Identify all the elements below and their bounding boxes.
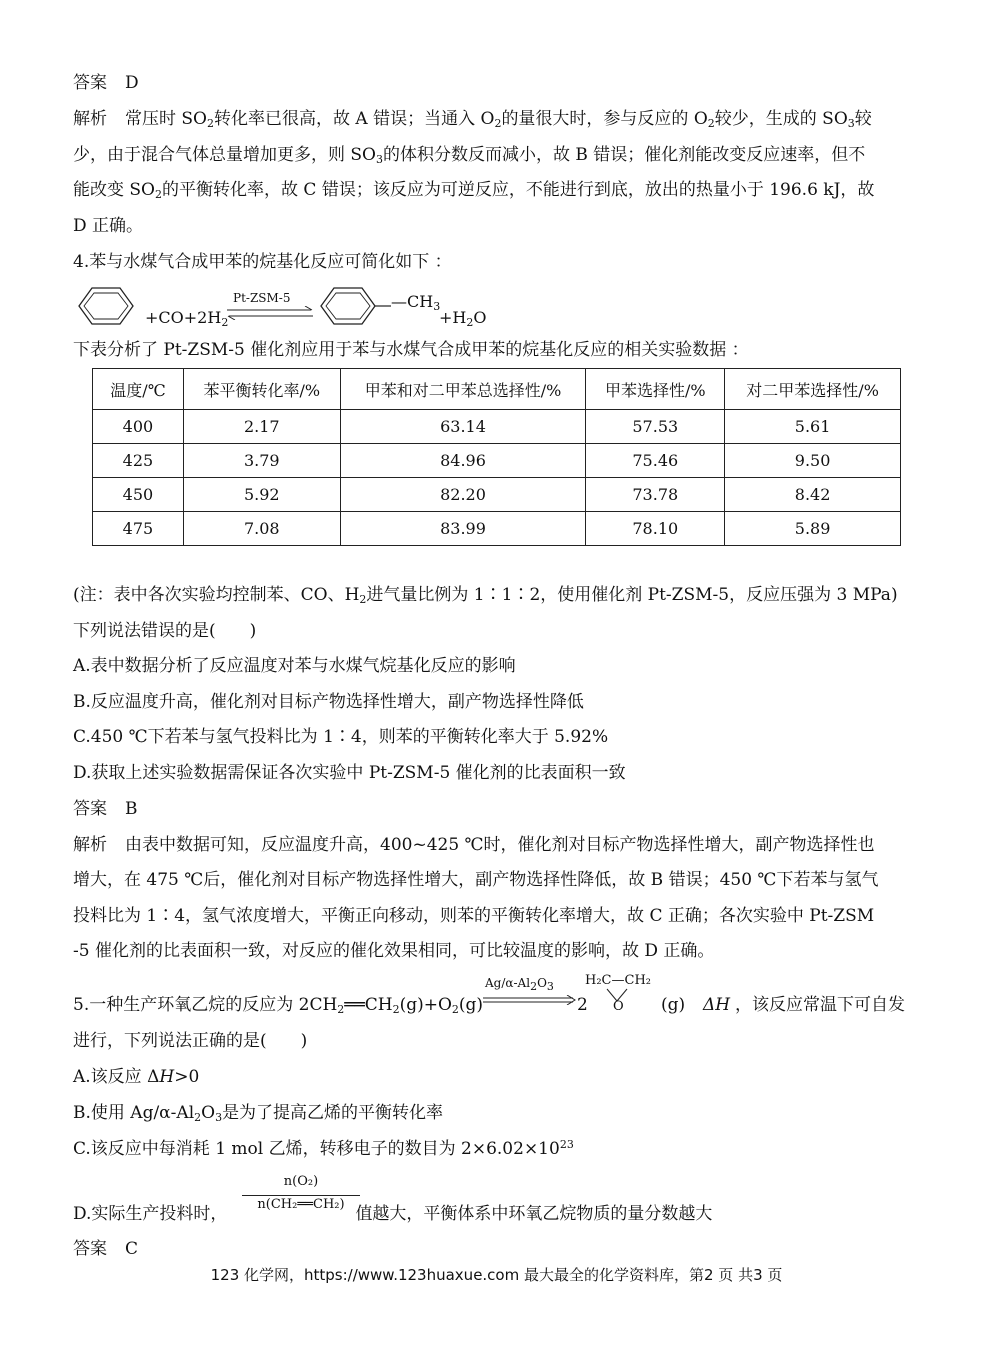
fraction-numerator: n(O₂) — [283, 1174, 319, 1189]
q4-stem: 4.苯与水煤气合成甲苯的烷基化反应可简化如下 ： — [73, 252, 452, 272]
table-cell: 78.10 — [586, 512, 725, 546]
q4-option-c: C.450 ℃下若苯与氢气投料比为 1∶4，则苯的平衡转化率大于 5.92% — [73, 727, 609, 747]
table-cell: 475 — [93, 512, 184, 546]
q5-phase: (g) — [661, 995, 686, 1015]
answer-label: 答案 — [73, 73, 107, 93]
page-footer: 123 化学网，https://www.123huaxue.com 最大最全的化学资料库，第2 页 共3 页 — [210, 1266, 783, 1284]
q5-option-a: A.该反应 ΔH>0 — [73, 1067, 200, 1087]
table-cell: 5.61 — [725, 410, 901, 444]
q3-answer — [73, 65, 923, 101]
table-cell: 450 — [93, 478, 184, 512]
q4-option-a: A.表中数据分析了反应温度对苯与水煤气烷基化反应的影响 — [73, 656, 516, 676]
q5-answer — [73, 1231, 923, 1267]
table-header-row — [93, 369, 901, 410]
answer-value: B — [125, 799, 138, 819]
table-cell: 425 — [93, 444, 184, 478]
q4-analysis-line-2: 增大，在 475 ℃后，催化剂对目标产物选择性增大，副产物选择性降低，故 B 错误；450 ℃下若苯与氢气 — [73, 870, 879, 890]
catalyst-label: Pt-ZSM-5 — [233, 291, 291, 305]
q3-analysis-line-4: D 正确。 — [73, 216, 144, 236]
data-table — [92, 368, 901, 546]
q5-option-d: D.实际生产投料时， 值越大，平衡体系中环氧乙烷物质的量分数越大 — [73, 1204, 713, 1224]
answer-value: D — [125, 73, 139, 93]
table-header-cell: 温度/℃ — [93, 369, 184, 410]
table-cell: 5.92 — [183, 478, 340, 512]
q5-stem-line-2: 进行，下列说法正确的是( ) — [73, 1031, 308, 1051]
table-row — [93, 512, 901, 546]
analysis-label: 解析 — [73, 109, 107, 129]
table-cell: 75.46 — [586, 444, 725, 478]
q4-answer — [73, 791, 923, 827]
table-header-cell: 甲苯和对二甲苯总选择性/% — [340, 369, 586, 410]
reactants-text: $+CO+2H_2$ — [145, 308, 229, 329]
reversible-arrow-icon — [225, 306, 315, 320]
table-cell: 57.53 — [586, 410, 725, 444]
table-cell: 84.96 — [340, 444, 586, 478]
table-cell: 3.79 — [183, 444, 340, 478]
table-cell: 9.50 — [725, 444, 901, 478]
q3-analysis-line-2: 少，由于混合气体总量增加更多，则 $SO_3$的体积分数反而减小，故 B 错误；催化剂能改变反应速率，但不 — [73, 145, 866, 166]
q4-question: 下列说法错误的是( ) — [73, 621, 257, 641]
table-cell: 400 — [93, 410, 184, 444]
q4-analysis-line-3: 投料比为 1∶4，氢气浓度增大，平衡正向移动，则苯的平衡转化率增大，故 C 正确；各次实验中 Pt-ZSM — [73, 906, 875, 926]
table-cell: 63.14 — [340, 410, 586, 444]
q4-option-b: B.反应温度升高，催化剂对目标产物选择性增大，副产物选择性降低 — [73, 692, 584, 712]
fraction-bar — [242, 1195, 360, 1196]
epoxide-top-label: H₂C—CH₂ — [585, 973, 651, 988]
table-cell: 7.08 — [183, 512, 340, 546]
q5-coefficient: 2 — [577, 995, 588, 1015]
q5-delta-h: ΔH — [703, 995, 731, 1015]
table-cell: 82.20 — [340, 478, 586, 512]
table-cell: 73.78 — [586, 478, 725, 512]
table-header-cell: 对二甲苯选择性/% — [725, 369, 901, 410]
analysis-label: 解析 — [73, 835, 107, 855]
q3-analysis-line-3: 能改变 $SO_2$的平衡转化率，故 C 错误；该反应为可逆反应，不能进行到底，放出的热量小于 196.6 kJ，故 — [73, 180, 875, 201]
q5-stem-text: 5.一种生产环氧乙烷的反应为 $2CH_2══CH_2(g)+O_2(g)$ — [73, 995, 484, 1016]
answer-label: 答案 — [73, 1239, 107, 1259]
q4-table-intro: 下表分析了 Pt-ZSM-5 催化剂应用于苯与水煤气合成甲苯的烷基化反应的相关实验数据 ： — [73, 340, 749, 360]
q5-option-c: C.该反应中每消耗 1 mol 乙烯，转移电子的数目为 $2\times 6.02\times 10^{23}$ — [73, 1138, 574, 1159]
q5-ratio-fraction — [240, 1172, 362, 1222]
q5-stem-tail: ，该反应常温下可自发 — [735, 995, 905, 1015]
table-row — [93, 444, 901, 478]
table-row — [93, 410, 901, 444]
answer-value: C — [125, 1239, 139, 1259]
water-product: $+H_2O$ — [439, 308, 487, 329]
epoxide-oxygen: O — [613, 999, 624, 1014]
fraction-denominator: n(CH₂══CH₂) — [257, 1197, 345, 1212]
answer-label: 答案 — [73, 799, 107, 819]
q4-option-d: D.获取上述实验数据需保证各次实验中 Pt-ZSM-5 催化剂的比表面积一致 — [73, 763, 626, 783]
table-header-cell: 甲苯选择性/% — [586, 369, 725, 410]
q4-note: (注：表中各次实验均控制苯、CO、$H_2$进气量比例为 1∶1∶2，使用催化剂 Pt-ZSM-5，反应压强为 3 MPa) — [73, 585, 898, 606]
table-header-cell: 苯平衡转化率/% — [183, 369, 340, 410]
q4-reaction-equation — [73, 282, 513, 332]
forward-arrow-icon — [481, 995, 577, 1005]
toluene-ring-icon — [319, 284, 391, 328]
methyl-group: $—CH_3$ — [391, 292, 441, 313]
q4-analysis-line-4: -5 催化剂的比表面积一致，对反应的催化效果相同，可比较温度的影响，故 D 正确。 — [73, 941, 715, 961]
q4-analysis-line-1: 解析 由表中数据可知，反应温度升高，400~425 ℃时，催化剂对目标产物选择性增大，副产物选择性也 — [73, 835, 875, 855]
benzene-ring-icon — [77, 284, 135, 328]
table-row — [93, 478, 901, 512]
q5-catalyst-label: $Ag/\alpha-Al_2O_3$ — [485, 976, 554, 993]
q5-option-b: B.使用 $Ag/\alpha-Al_2O_3$是为了提高乙烯的平衡转化率 — [73, 1103, 444, 1124]
q3-analysis-line-1: 解析 常压时 $SO_2$转化率已很高，故 A 错误；当通入 $O_2$的量很大时，参与反应的 $O_2$较少，生成的 $SO_3$较 — [73, 109, 872, 130]
table-cell: 8.42 — [725, 478, 901, 512]
table-cell: 2.17 — [183, 410, 340, 444]
table-cell: 5.89 — [725, 512, 901, 546]
table-cell: 83.99 — [340, 512, 586, 546]
